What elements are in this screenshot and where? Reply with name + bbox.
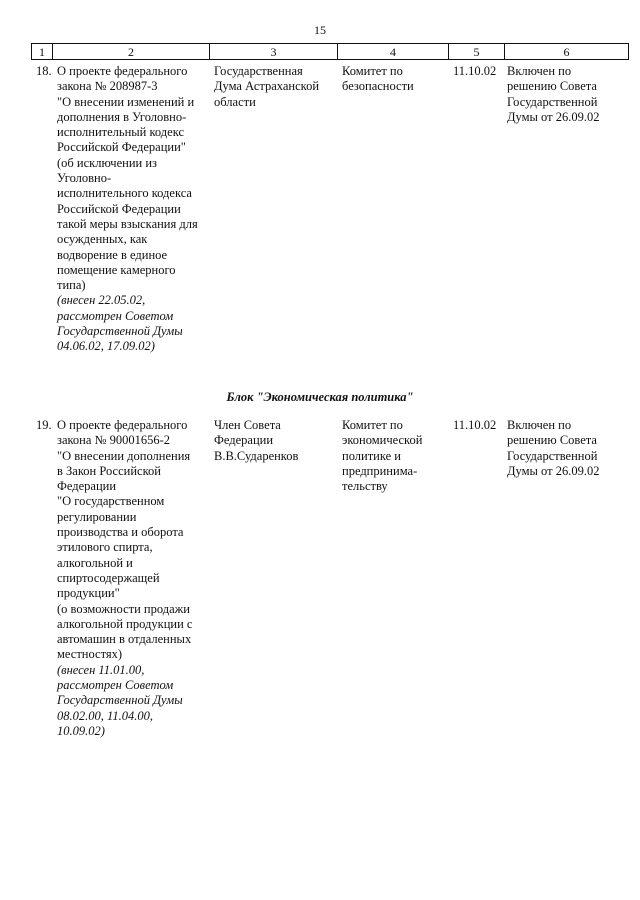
committee-line: экономической — [342, 433, 423, 448]
note-line: 04.06.02, 17.09.02) — [57, 339, 155, 354]
title-line: Российской Федерации — [57, 201, 181, 216]
column-number-4: 4 — [338, 44, 449, 60]
column-number-header — [31, 43, 629, 60]
title-line: водворение в единое — [57, 247, 168, 262]
note-line: (внесен 11.01.00, — [57, 662, 145, 677]
title-line: местностях) — [57, 647, 123, 662]
page-number: 15 — [314, 23, 326, 37]
title-line: помещение камерного — [57, 262, 176, 277]
title-line: регулировании — [57, 509, 137, 524]
status-line: Государственной — [507, 94, 598, 109]
committee — [342, 64, 442, 95]
note-line: Государственной Думы — [57, 693, 183, 708]
note-line: рассмотрен Советом — [57, 308, 174, 323]
initiator — [214, 418, 339, 464]
initiator-line: Член Совета — [214, 418, 281, 432]
status-line: Включен по — [507, 64, 572, 78]
committee-line: безопасности — [342, 79, 414, 94]
title-line: "О государственном — [57, 494, 165, 509]
title-line: производства и оборота — [57, 525, 184, 540]
title-line: (о возможности продажи — [57, 601, 190, 616]
status-line: решению Совета — [507, 79, 597, 94]
status-line: Думы от 26.09.02 — [507, 463, 600, 478]
title-line: исполнительный кодекс — [57, 125, 185, 140]
title-line: закона № 208987-3 — [57, 79, 158, 94]
title-line: в Закон Российской — [57, 463, 161, 478]
note-line: Государственной Думы — [57, 324, 183, 339]
title-line: этилового спирта, — [57, 540, 153, 555]
entry-number: 19. — [36, 418, 52, 432]
title-line: продукции" — [57, 586, 120, 601]
initiator-line: В.В.Сударенков — [214, 448, 299, 463]
title-line: О проекте федерального — [57, 418, 188, 432]
note-line: 08.02.00, 11.04.00, — [57, 708, 153, 723]
status — [507, 64, 617, 125]
title-line: спиртосодержащей — [57, 570, 160, 585]
committee-line: предпринима- — [342, 463, 418, 478]
bill-description — [57, 64, 209, 355]
title-line: "О внесении изменений и — [57, 94, 195, 109]
column-number-1: 1 — [32, 44, 53, 60]
initiator-line: Дума Астраханской — [214, 79, 320, 94]
title-line: исполнительного кодекса — [57, 186, 192, 201]
title-line: дополнения в Уголовно- — [57, 109, 187, 124]
initiator-line: области — [214, 94, 256, 109]
title-line: типа) — [57, 278, 86, 293]
column-number-3: 3 — [210, 44, 338, 60]
title-line: алкогольной продукции с — [57, 616, 193, 631]
title-line: "О внесении дополнения — [57, 448, 191, 463]
status — [507, 418, 617, 479]
initiator-line: Федерации — [214, 433, 274, 448]
committee — [342, 418, 442, 494]
note-line: 10.09.02) — [57, 723, 105, 738]
section-heading: Блок "Экономическая политика" — [226, 390, 414, 404]
note-line: (внесен 22.05.02, — [57, 293, 146, 308]
committee-line: тельству — [342, 479, 388, 494]
committee-line: Комитет по — [342, 418, 403, 432]
status-line: решению Совета — [507, 433, 597, 448]
status-line: Государственной — [507, 448, 598, 463]
status-line: Включен по — [507, 418, 572, 432]
bill-description — [57, 418, 209, 739]
entry-number: 18. — [36, 64, 52, 78]
column-number-5: 5 — [449, 44, 505, 60]
title-line: алкогольной и — [57, 555, 133, 570]
title-line: такой меры взыскания для — [57, 216, 198, 231]
status-line: Думы от 26.09.02 — [507, 109, 600, 124]
committee-line: Комитет по — [342, 64, 403, 78]
initiator — [214, 64, 339, 110]
date: 11.10.02 — [453, 418, 497, 432]
date: 11.10.02 — [453, 64, 497, 78]
title-line: закона № 90001656-2 — [57, 433, 171, 448]
column-number-2: 2 — [53, 44, 210, 60]
title-line: О проекте федерального — [57, 64, 188, 78]
title-line: Федерации — [57, 479, 117, 494]
initiator-line: Государственная — [214, 64, 303, 78]
committee-line: политике и — [342, 448, 401, 463]
title-line: Уголовно- — [57, 171, 112, 186]
column-number-6: 6 — [505, 44, 629, 60]
title-line: (об исключении из — [57, 155, 157, 170]
title-line: осужденных, как — [57, 232, 148, 247]
title-line: автомашин в отдаленных — [57, 632, 192, 647]
title-line: Российской Федерации" — [57, 140, 186, 155]
note-line: рассмотрен Советом — [57, 678, 174, 693]
